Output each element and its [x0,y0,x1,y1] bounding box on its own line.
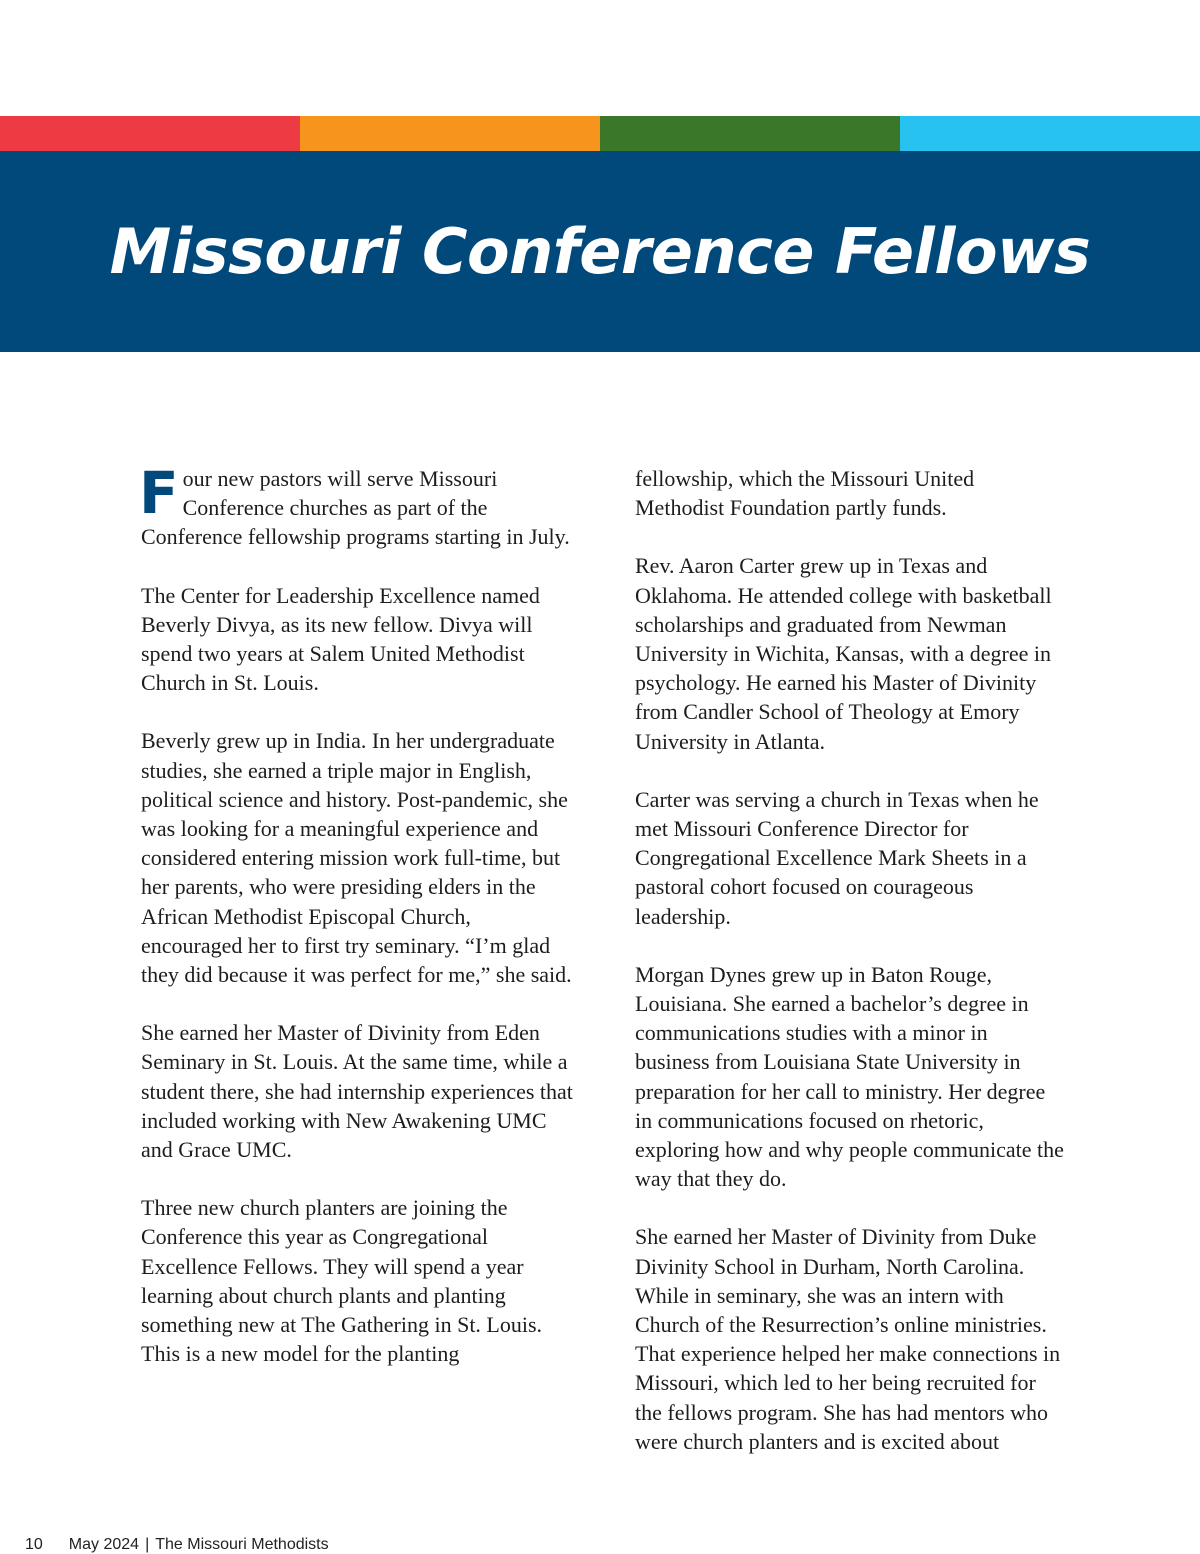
paragraph-text: our new pastors will serve Missouri Conference churches as part of the Conference fellowship programs starting in July. [141,466,570,550]
stripe-red [0,116,300,152]
page-footer [25,1536,329,1554]
publication-name: The Missouri Methodists [155,1536,329,1553]
issue-date: May 2024 [68,1536,140,1553]
color-stripes [0,116,1200,152]
article-paragraph: Morgan Dynes grew up in Baton Rouge, Louisiana. She earned a bachelor’s degree in communications studies with a minor in business from Louisiana State University in preparation for her call to ministry. Her degree in communications focused on rhetoric, exploring how and why people communicate the way that they do. [635,961,1064,1192]
article-paragraph: fellowship, which the Missouri United Methodist Foundation partly funds. [635,466,975,521]
page-title: Missouri Conference Fellows [109,215,1091,288]
article-paragraph: Carter was serving a church in Texas when he met Missouri Conference Director for Congregational Excellence Mark Sheets in a pastoral cohort focused on courageous leadership. [635,786,1039,929]
article-paragraph: The Center for Leadership Excellence named Beverly Divya, as its new fellow. Divya will spend two years at Salem United Methodist Church in St. Louis. [141,582,540,696]
article-column-left [139,459,573,1397]
title-banner [0,151,1200,352]
article-column-right [635,464,1065,1485]
article-paragraph [139,459,573,552]
stripe-blue [900,116,1200,152]
stripe-green [600,116,900,152]
footer-separator: | [145,1536,150,1553]
article-paragraph: Rev. Aaron Carter grew up in Texas and Oklahoma. He attended college with basketball scholarships and graduated from Newman University in Wichita, Kansas, with a degree in psychology. He earned his Master of Divinity from Candler School of Theology at Emory University in Atlanta. [635,553,1052,754]
article-paragraph: Beverly grew up in India. In her undergraduate studies, she earned a triple major in English, political science and history. Post-pandemic, she was looking for a meaningful experience and considered entering mission work full-time, but her parents, who were presiding elders in the African Methodist Episcopal Church, encouraged her to first try seminary. “I’m glad they did because it was perfect for me,” she said. [141,728,572,988]
page-number: 10 [25,1536,43,1553]
article-paragraph: Three new church planters are joining the Conference this year as Congregational Excellence Fellows. They will spend a year learning about church plants and planting something new at The Gathering in St. Louis. This is a new model for the planting [141,1195,543,1367]
article-paragraph: She earned her Master of Divinity from Eden Seminary in St. Louis. At the same time, while a student there, she had internship experiences that included working with New Awakening UMC and Grace UMC. [141,1020,573,1163]
article-paragraph: She earned her Master of Divinity from Duke Divinity School in Durham, North Carolina. While in seminary, she was an intern with Church of the Resurrection’s online ministries. That experience helped her make connections in Missouri, which led to her being recruited for the fellows program. She has had mentors who were church planters and is excited about [635,1224,1061,1454]
stripe-orange [300,116,600,152]
drop-cap: F [139,459,179,527]
